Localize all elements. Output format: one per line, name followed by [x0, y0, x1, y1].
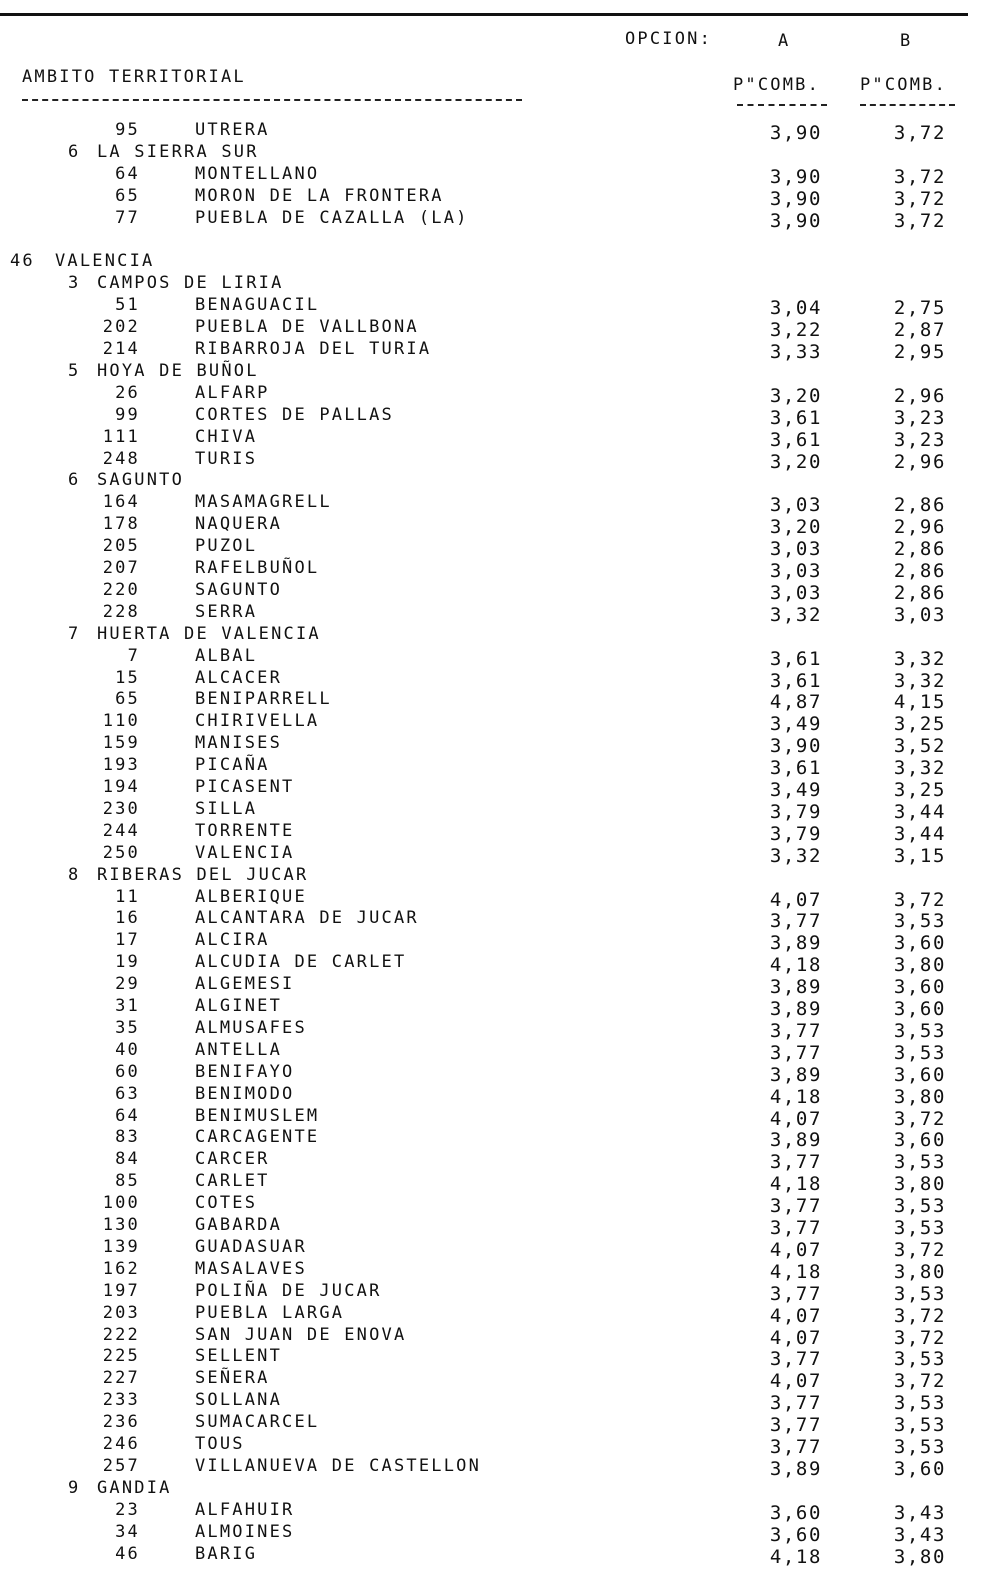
- municipality-name: SELLENT: [195, 1346, 283, 1366]
- municipality-code: 64: [115, 164, 140, 184]
- municipality-name: CHIVA: [195, 427, 258, 447]
- value-option-b: 3,72: [893, 889, 946, 911]
- municipality-code: 248: [102, 449, 140, 469]
- value-option-b: 3,53: [893, 1414, 946, 1436]
- value-option-b: 3,80: [893, 1546, 946, 1568]
- municipality-name: PUEBLA DE CAZALLA (LA): [195, 208, 469, 228]
- municipality-code: 236: [102, 1412, 140, 1432]
- municipality-code: 29: [115, 974, 140, 994]
- municipality-code: 63: [115, 1084, 140, 1104]
- value-option-a: 3,61: [769, 670, 822, 692]
- municipality-code: 246: [102, 1434, 140, 1454]
- municipality-code: 51: [115, 295, 140, 315]
- municipality-name: ALGEMESI: [195, 974, 295, 994]
- municipality-code: 35: [115, 1018, 140, 1038]
- value-option-b: 3,80: [893, 1173, 946, 1195]
- value-option-a: 3,03: [769, 494, 822, 516]
- municipality-code: 205: [102, 536, 140, 556]
- option-a-label: A: [778, 31, 791, 51]
- value-option-a: 4,07: [769, 1108, 822, 1130]
- municipality-name: PICAÑA: [195, 755, 270, 775]
- value-option-a: 4,18: [769, 1086, 822, 1108]
- comarca-name: CAMPOS DE LIRIA: [97, 273, 284, 293]
- municipality-name: BENIPARRELL: [195, 689, 332, 709]
- municipality-name: MONTELLANO: [195, 164, 320, 184]
- value-option-a: 3,90: [769, 188, 822, 210]
- value-option-a: 3,77: [769, 1283, 822, 1305]
- value-option-b: 2,86: [893, 582, 946, 604]
- municipality-code: 220: [102, 580, 140, 600]
- value-option-a: 4,07: [769, 1305, 822, 1327]
- municipality-name: CARLET: [195, 1171, 270, 1191]
- value-option-b: 3,23: [893, 429, 946, 451]
- municipality-code: 233: [102, 1390, 140, 1410]
- value-option-b: 3,15: [893, 845, 946, 867]
- municipality-code: 23: [115, 1500, 140, 1520]
- value-option-b: 2,86: [893, 494, 946, 516]
- value-option-b: 3,60: [893, 1129, 946, 1151]
- value-option-a: 3,77: [769, 1392, 822, 1414]
- municipality-code: 257: [102, 1456, 140, 1476]
- value-option-a: 4,18: [769, 954, 822, 976]
- comarca-code: 6: [68, 142, 81, 162]
- value-option-a: 3,77: [769, 1151, 822, 1173]
- municipality-code: 139: [102, 1237, 140, 1257]
- value-option-b: 3,53: [893, 910, 946, 932]
- value-option-b: 3,80: [893, 1261, 946, 1283]
- value-option-a: 3,33: [769, 341, 822, 363]
- value-option-b: 2,95: [893, 341, 946, 363]
- value-option-a: 3,90: [769, 122, 822, 144]
- municipality-name: VILLANUEVA DE CASTELLON: [195, 1456, 482, 1476]
- col-a-header: P"COMB.: [733, 75, 821, 95]
- municipality-name: VALENCIA: [195, 843, 295, 863]
- province-name: VALENCIA: [55, 251, 155, 271]
- value-option-b: 3,53: [893, 1151, 946, 1173]
- value-option-b: 3,53: [893, 1217, 946, 1239]
- value-option-b: 3,72: [893, 1305, 946, 1327]
- municipality-name: ALCUDIA DE CARLET: [195, 952, 407, 972]
- municipality-name: NAQUERA: [195, 514, 283, 534]
- value-option-b: 3,43: [893, 1502, 946, 1524]
- top-rule: [0, 13, 968, 16]
- value-option-a: 3,20: [769, 516, 822, 538]
- municipality-code: 19: [115, 952, 140, 972]
- municipality-code: 17: [115, 930, 140, 950]
- municipality-name: CARCER: [195, 1149, 270, 1169]
- municipality-code: 31: [115, 996, 140, 1016]
- municipality-name: RAFELBUÑOL: [195, 558, 320, 578]
- value-option-a: 4,07: [769, 1327, 822, 1349]
- municipality-name: PUZOL: [195, 536, 258, 556]
- value-option-b: 2,96: [893, 451, 946, 473]
- municipality-code: 214: [102, 339, 140, 359]
- value-option-b: 3,03: [893, 604, 946, 626]
- municipality-code: 16: [115, 908, 140, 928]
- value-option-a: 3,61: [769, 407, 822, 429]
- municipality-name: ALCANTARA DE JUCAR: [195, 908, 419, 928]
- value-option-a: 3,89: [769, 1064, 822, 1086]
- municipality-name: SAN JUAN DE ENOVA: [195, 1325, 407, 1345]
- municipality-code: 11: [115, 887, 140, 907]
- value-option-b: 3,80: [893, 1086, 946, 1108]
- comarca-code: 9: [68, 1478, 81, 1498]
- value-option-a: 3,77: [769, 1348, 822, 1370]
- municipality-name: TORRENTE: [195, 821, 295, 841]
- municipality-name: MASAMAGRELL: [195, 492, 332, 512]
- comarca-code: 7: [68, 624, 81, 644]
- municipality-code: 244: [102, 821, 140, 841]
- municipality-name: ALBERIQUE: [195, 887, 307, 907]
- municipality-name: ALCIRA: [195, 930, 270, 950]
- value-option-a: 3,20: [769, 451, 822, 473]
- value-option-b: 3,53: [893, 1283, 946, 1305]
- ambito-territorial-label: AMBITO TERRITORIAL: [22, 67, 246, 87]
- value-option-b: 3,53: [893, 1392, 946, 1414]
- value-option-a: 3,61: [769, 757, 822, 779]
- municipality-code: 197: [102, 1281, 140, 1301]
- value-option-b: 2,96: [893, 516, 946, 538]
- comarca-name: SAGUNTO: [97, 470, 185, 490]
- municipality-name: POLIÑA DE JUCAR: [195, 1281, 382, 1301]
- municipality-code: 85: [115, 1171, 140, 1191]
- value-option-b: 3,72: [893, 122, 946, 144]
- value-option-a: 3,49: [769, 779, 822, 801]
- municipality-name: ALGINET: [195, 996, 283, 1016]
- comarca-name: GANDIA: [97, 1478, 172, 1498]
- value-option-a: 3,60: [769, 1524, 822, 1546]
- value-option-a: 3,77: [769, 1042, 822, 1064]
- value-option-a: 3,03: [769, 560, 822, 582]
- municipality-code: 162: [102, 1259, 140, 1279]
- municipality-name: MORON DE LA FRONTERA: [195, 186, 444, 206]
- value-option-a: 3,77: [769, 1436, 822, 1458]
- municipality-code: 46: [115, 1544, 140, 1564]
- municipality-name: CARCAGENTE: [195, 1127, 320, 1147]
- col-b-header: P"COMB.: [860, 75, 948, 95]
- value-option-b: 3,60: [893, 932, 946, 954]
- municipality-code: 230: [102, 799, 140, 819]
- value-option-b: 3,72: [893, 210, 946, 232]
- municipality-name: BENIMODO: [195, 1084, 295, 1104]
- value-option-b: 3,53: [893, 1436, 946, 1458]
- comarca-name: RIBERAS DEL JUCAR: [97, 865, 309, 885]
- value-option-a: 3,90: [769, 166, 822, 188]
- municipality-code: 65: [115, 186, 140, 206]
- municipality-code: 227: [102, 1368, 140, 1388]
- value-option-b: 3,72: [893, 188, 946, 210]
- value-option-b: 3,53: [893, 1195, 946, 1217]
- value-option-b: 3,72: [893, 1370, 946, 1392]
- municipality-name: BARIG: [195, 1544, 258, 1564]
- municipality-code: 203: [102, 1303, 140, 1323]
- municipality-name: SERRA: [195, 602, 258, 622]
- municipality-name: PUEBLA DE VALLBONA: [195, 317, 419, 337]
- value-option-b: 3,72: [893, 1327, 946, 1349]
- value-option-a: 3,32: [769, 604, 822, 626]
- value-option-b: 3,60: [893, 976, 946, 998]
- col-a-underline: [737, 104, 827, 106]
- value-option-a: 4,87: [769, 691, 822, 713]
- value-option-b: 3,32: [893, 670, 946, 692]
- value-option-a: 3,61: [769, 429, 822, 451]
- municipality-code: 178: [102, 514, 140, 534]
- municipality-code: 7: [127, 646, 140, 666]
- municipality-name: SEÑERA: [195, 1368, 270, 1388]
- municipality-name: SUMACARCEL: [195, 1412, 320, 1432]
- municipality-code: 222: [102, 1325, 140, 1345]
- value-option-a: 3,03: [769, 538, 822, 560]
- province-code: 46: [10, 251, 35, 271]
- value-option-a: 3,61: [769, 648, 822, 670]
- comarca-code: 6: [68, 470, 81, 490]
- value-option-a: 4,18: [769, 1261, 822, 1283]
- value-option-a: 3,32: [769, 845, 822, 867]
- municipality-code: 84: [115, 1149, 140, 1169]
- value-option-a: 4,07: [769, 889, 822, 911]
- municipality-code: 193: [102, 755, 140, 775]
- municipality-name: PUEBLA LARGA: [195, 1303, 345, 1323]
- value-option-a: 3,77: [769, 1217, 822, 1239]
- municipality-name: SAGUNTO: [195, 580, 283, 600]
- municipality-code: 159: [102, 733, 140, 753]
- value-option-a: 3,79: [769, 823, 822, 845]
- municipality-code: 225: [102, 1346, 140, 1366]
- municipality-name: COTES: [195, 1193, 258, 1213]
- value-option-a: 3,20: [769, 385, 822, 407]
- municipality-code: 77: [115, 208, 140, 228]
- value-option-b: 3,53: [893, 1020, 946, 1042]
- municipality-name: CHIRIVELLA: [195, 711, 320, 731]
- comarca-name: LA SIERRA SUR: [97, 142, 259, 162]
- municipality-name: ALMOINES: [195, 1522, 295, 1542]
- value-option-b: 3,25: [893, 779, 946, 801]
- value-option-a: 3,04: [769, 297, 822, 319]
- municipality-code: 40: [115, 1040, 140, 1060]
- value-option-a: 3,77: [769, 1195, 822, 1217]
- value-option-b: 2,86: [893, 560, 946, 582]
- value-option-a: 3,89: [769, 976, 822, 998]
- value-option-a: 3,90: [769, 210, 822, 232]
- value-option-a: 3,77: [769, 1020, 822, 1042]
- value-option-b: 2,87: [893, 319, 946, 341]
- value-option-a: 4,07: [769, 1370, 822, 1392]
- municipality-name: RIBARROJA DEL TURIA: [195, 339, 432, 359]
- value-option-b: 3,53: [893, 1042, 946, 1064]
- comarca-name: HOYA DE BUÑOL: [97, 361, 259, 381]
- municipality-code: 34: [115, 1522, 140, 1542]
- municipality-name: TOUS: [195, 1434, 245, 1454]
- municipality-name: ANTELLA: [195, 1040, 283, 1060]
- municipality-code: 207: [102, 558, 140, 578]
- municipality-name: GABARDA: [195, 1215, 283, 1235]
- municipality-code: 95: [115, 120, 140, 140]
- comarca-name: HUERTA DE VALENCIA: [97, 624, 321, 644]
- municipality-code: 194: [102, 777, 140, 797]
- municipality-name: MANISES: [195, 733, 283, 753]
- value-option-b: 3,53: [893, 1348, 946, 1370]
- value-option-b: 3,60: [893, 998, 946, 1020]
- municipality-name: TURIS: [195, 449, 258, 469]
- municipality-code: 65: [115, 689, 140, 709]
- municipality-name: UTRERA: [195, 120, 270, 140]
- municipality-name: CORTES DE PALLAS: [195, 405, 394, 425]
- value-option-b: 3,25: [893, 713, 946, 735]
- municipality-name: BENIFAYO: [195, 1062, 295, 1082]
- municipality-name: PICASENT: [195, 777, 295, 797]
- value-option-a: 3,89: [769, 932, 822, 954]
- municipality-code: 83: [115, 1127, 140, 1147]
- value-option-b: 3,72: [893, 1239, 946, 1261]
- municipality-code: 110: [102, 711, 140, 731]
- value-option-b: 3,23: [893, 407, 946, 429]
- value-option-a: 3,60: [769, 1502, 822, 1524]
- value-option-a: 3,89: [769, 998, 822, 1020]
- municipality-code: 99: [115, 405, 140, 425]
- municipality-name: BENAGUACIL: [195, 295, 320, 315]
- value-option-a: 3,03: [769, 582, 822, 604]
- municipality-name: ALCACER: [195, 668, 283, 688]
- municipality-name: BENIMUSLEM: [195, 1106, 320, 1126]
- value-option-a: 4,07: [769, 1239, 822, 1261]
- value-option-b: 4,15: [893, 691, 946, 713]
- value-option-b: 3,60: [893, 1064, 946, 1086]
- value-option-b: 3,44: [893, 801, 946, 823]
- value-option-a: 3,79: [769, 801, 822, 823]
- comarca-code: 5: [68, 361, 81, 381]
- municipality-name: ALMUSAFES: [195, 1018, 307, 1038]
- value-option-a: 3,22: [769, 319, 822, 341]
- municipality-code: 15: [115, 668, 140, 688]
- comarca-code: 3: [68, 273, 81, 293]
- municipality-name: SILLA: [195, 799, 258, 819]
- municipality-name: ALFAHUIR: [195, 1500, 295, 1520]
- value-option-a: 3,77: [769, 1414, 822, 1436]
- municipality-code: 60: [115, 1062, 140, 1082]
- value-option-a: 3,90: [769, 735, 822, 757]
- municipality-code: 164: [102, 492, 140, 512]
- value-option-b: 2,86: [893, 538, 946, 560]
- value-option-b: 3,60: [893, 1458, 946, 1480]
- col-b-underline: [860, 104, 955, 106]
- municipality-code: 130: [102, 1215, 140, 1235]
- value-option-b: 3,32: [893, 648, 946, 670]
- value-option-b: 2,75: [893, 297, 946, 319]
- municipality-code: 202: [102, 317, 140, 337]
- option-b-label: B: [900, 31, 913, 51]
- value-option-a: 3,49: [769, 713, 822, 735]
- municipality-code: 64: [115, 1106, 140, 1126]
- value-option-b: 3,80: [893, 954, 946, 976]
- value-option-a: 4,18: [769, 1546, 822, 1568]
- value-option-b: 3,72: [893, 166, 946, 188]
- comarca-code: 8: [68, 865, 81, 885]
- value-option-b: 3,52: [893, 735, 946, 757]
- ambito-underline: [22, 99, 522, 101]
- value-option-b: 3,32: [893, 757, 946, 779]
- value-option-b: 3,72: [893, 1108, 946, 1130]
- value-option-b: 3,44: [893, 823, 946, 845]
- municipality-name: ALFARP: [195, 383, 270, 403]
- value-option-a: 3,89: [769, 1129, 822, 1151]
- value-option-b: 2,96: [893, 385, 946, 407]
- value-option-a: 4,18: [769, 1173, 822, 1195]
- opcion-label: OPCION:: [625, 29, 713, 49]
- municipality-name: GUADASUAR: [195, 1237, 307, 1257]
- municipality-name: MASALAVES: [195, 1259, 307, 1279]
- municipality-code: 111: [102, 427, 140, 447]
- municipality-name: ALBAL: [195, 646, 258, 666]
- municipality-code: 26: [115, 383, 140, 403]
- municipality-code: 100: [102, 1193, 140, 1213]
- value-option-a: 3,77: [769, 910, 822, 932]
- municipality-code: 250: [102, 843, 140, 863]
- value-option-b: 3,43: [893, 1524, 946, 1546]
- municipality-name: SOLLANA: [195, 1390, 283, 1410]
- value-option-a: 3,89: [769, 1458, 822, 1480]
- municipality-code: 228: [102, 602, 140, 622]
